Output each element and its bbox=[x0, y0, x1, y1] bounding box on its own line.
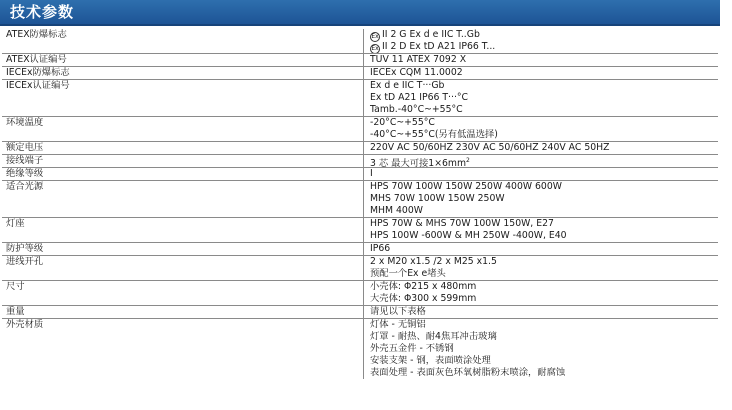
spec-value-text: TUV 11 ATEX 7092 X bbox=[370, 54, 467, 65]
spec-value bbox=[364, 306, 719, 319]
spec-value-line bbox=[370, 142, 718, 154]
spec-value-text: 预配一个Ex e堵头 bbox=[370, 268, 446, 279]
spec-label: 防护等级 bbox=[2, 243, 364, 256]
spec-row bbox=[2, 218, 718, 243]
spec-value-text: 灯体 - 无铜铝 bbox=[370, 319, 426, 330]
spec-value-text: I bbox=[370, 168, 373, 179]
spec-value-line bbox=[370, 193, 718, 205]
spec-value-text: 灯罩 - 耐热、耐4焦耳冲击玻璃 bbox=[370, 331, 497, 342]
spec-value-line bbox=[370, 319, 718, 331]
spec-value-text: 外壳五金件 - 不锈钢 bbox=[370, 343, 454, 354]
spec-value bbox=[364, 281, 719, 306]
spec-value-text: II 2 D Ex tD A21 IP66 T... bbox=[382, 41, 496, 52]
spec-value bbox=[364, 218, 719, 243]
spec-label: 重量 bbox=[2, 306, 364, 319]
spec-table-body bbox=[2, 29, 718, 379]
spec-value-text: HPS 100W -600W & MH 250W -400W, E40 bbox=[370, 230, 567, 241]
spec-label: IECEx认证编号 bbox=[2, 80, 364, 117]
section-title: 技术参数 bbox=[10, 3, 75, 21]
spec-value-text: HPS 70W & MHS 70W 100W 150W, E27 bbox=[370, 218, 554, 229]
spec-value-text: Ex d e IIC T···Gb bbox=[370, 80, 445, 91]
spec-value-line bbox=[370, 41, 718, 53]
spec-row bbox=[2, 67, 718, 80]
spec-value-line bbox=[370, 67, 718, 79]
spec-value bbox=[364, 319, 719, 380]
spec-label: 灯座 bbox=[2, 218, 364, 243]
spec-value-line bbox=[370, 104, 718, 116]
spec-value-text: 请见以下表格 bbox=[370, 306, 426, 317]
spec-value bbox=[364, 181, 719, 218]
spec-value bbox=[364, 54, 719, 67]
spec-label: 环境温度 bbox=[2, 117, 364, 142]
spec-row bbox=[2, 155, 718, 168]
spec-value-line bbox=[370, 129, 718, 141]
spec-value-line bbox=[370, 168, 718, 180]
spec-value-text: Ex tD A21 IP66 T···°C bbox=[370, 92, 469, 103]
spec-value-line bbox=[370, 181, 718, 193]
spec-value-text: Tamb.-40°C~+55°C bbox=[370, 104, 463, 115]
section-header bbox=[0, 0, 720, 26]
spec-row bbox=[2, 29, 718, 54]
spec-row bbox=[2, 117, 718, 142]
spec-label: IECEx防爆标志 bbox=[2, 67, 364, 80]
spec-value-text: HPS 70W 100W 150W 250W 400W 600W bbox=[370, 181, 562, 192]
spec-value bbox=[364, 80, 719, 117]
spec-value-text: IECEx CQM 11.0002 bbox=[370, 67, 463, 78]
spec-value-line bbox=[370, 343, 718, 355]
spec-value-text: 小壳体: Φ215 x 480mm bbox=[370, 281, 477, 292]
spec-row bbox=[2, 54, 718, 67]
spec-value bbox=[364, 168, 719, 181]
spec-value-text: 大壳体: Φ300 x 599mm bbox=[370, 293, 477, 304]
spec-row bbox=[2, 281, 718, 306]
spec-value-text: -20°C~+55°C bbox=[370, 117, 435, 128]
spec-label: ATEX认证编号 bbox=[2, 54, 364, 67]
spec-label: 额定电压 bbox=[2, 142, 364, 155]
spec-value-text: II 2 G Ex d e IIC T..Gb bbox=[382, 29, 480, 40]
spec-value bbox=[364, 142, 719, 155]
spec-row bbox=[2, 142, 718, 155]
spec-value-line bbox=[370, 218, 718, 230]
spec-row bbox=[2, 319, 718, 380]
spec-value bbox=[364, 155, 719, 168]
spec-value-text: 3 芯 最大可接1×6mm bbox=[370, 158, 467, 168]
spec-row bbox=[2, 256, 718, 281]
spec-value-line bbox=[370, 155, 718, 167]
spec-value-text: 安装支架 - 钢，表面喷涂处理 bbox=[370, 355, 491, 366]
spec-value-text: 220V AC 50/60HZ 230V AC 50/60HZ 240V AC 50HZ bbox=[370, 142, 610, 153]
ex-mark-icon: Ex bbox=[371, 45, 379, 52]
spec-label: 绝缘等级 bbox=[2, 168, 364, 181]
spec-value-text: IP66 bbox=[370, 243, 391, 254]
spec-value-line bbox=[370, 54, 718, 66]
spec-value-line bbox=[370, 230, 718, 242]
spec-value-line bbox=[370, 80, 718, 92]
spec-value bbox=[364, 256, 719, 281]
spec-value-line bbox=[370, 243, 718, 255]
spec-value bbox=[364, 243, 719, 256]
spec-table bbox=[2, 29, 718, 379]
spec-value bbox=[364, 67, 719, 80]
spec-value-line bbox=[370, 29, 718, 41]
spec-row bbox=[2, 80, 718, 117]
spec-row bbox=[2, 306, 718, 319]
spec-label: 进线开孔 bbox=[2, 256, 364, 281]
spec-label: 尺寸 bbox=[2, 281, 364, 306]
spec-value-line bbox=[370, 117, 718, 129]
spec-value-line bbox=[370, 367, 718, 379]
spec-row bbox=[2, 243, 718, 256]
spec-value-text: 表面处理 - 表面灰色环氧树脂粉末喷涂，耐腐蚀 bbox=[370, 367, 566, 378]
spec-value-line bbox=[370, 331, 718, 343]
spec-label: 适合光源 bbox=[2, 181, 364, 218]
spec-label: 外壳材质 bbox=[2, 319, 364, 380]
spec-value-line bbox=[370, 256, 718, 268]
spec-label: 接线端子 bbox=[2, 155, 364, 168]
superscript: 2 bbox=[466, 157, 470, 164]
spec-value-line bbox=[370, 281, 718, 293]
spec-value bbox=[364, 29, 719, 54]
spec-value-line bbox=[370, 355, 718, 367]
ex-mark-icon: Ex bbox=[371, 33, 379, 40]
spec-value-text: 2 x M20 x1.5 /2 x M25 x1.5 bbox=[370, 256, 497, 267]
spec-value-line bbox=[370, 92, 718, 104]
spec-value bbox=[364, 117, 719, 142]
spec-row bbox=[2, 168, 718, 181]
spec-value-line bbox=[370, 205, 718, 217]
spec-value-text: MHS 70W 100W 150W 250W bbox=[370, 193, 505, 204]
spec-row bbox=[2, 181, 718, 218]
spec-label: ATEX防爆标志 bbox=[2, 29, 364, 54]
spec-value-text: MHM 400W bbox=[370, 205, 423, 216]
spec-value-line bbox=[370, 268, 718, 280]
spec-value-text: -40°C~+55°C(另有低温选择) bbox=[370, 129, 498, 140]
spec-value-line bbox=[370, 306, 718, 318]
spec-value-line bbox=[370, 293, 718, 305]
